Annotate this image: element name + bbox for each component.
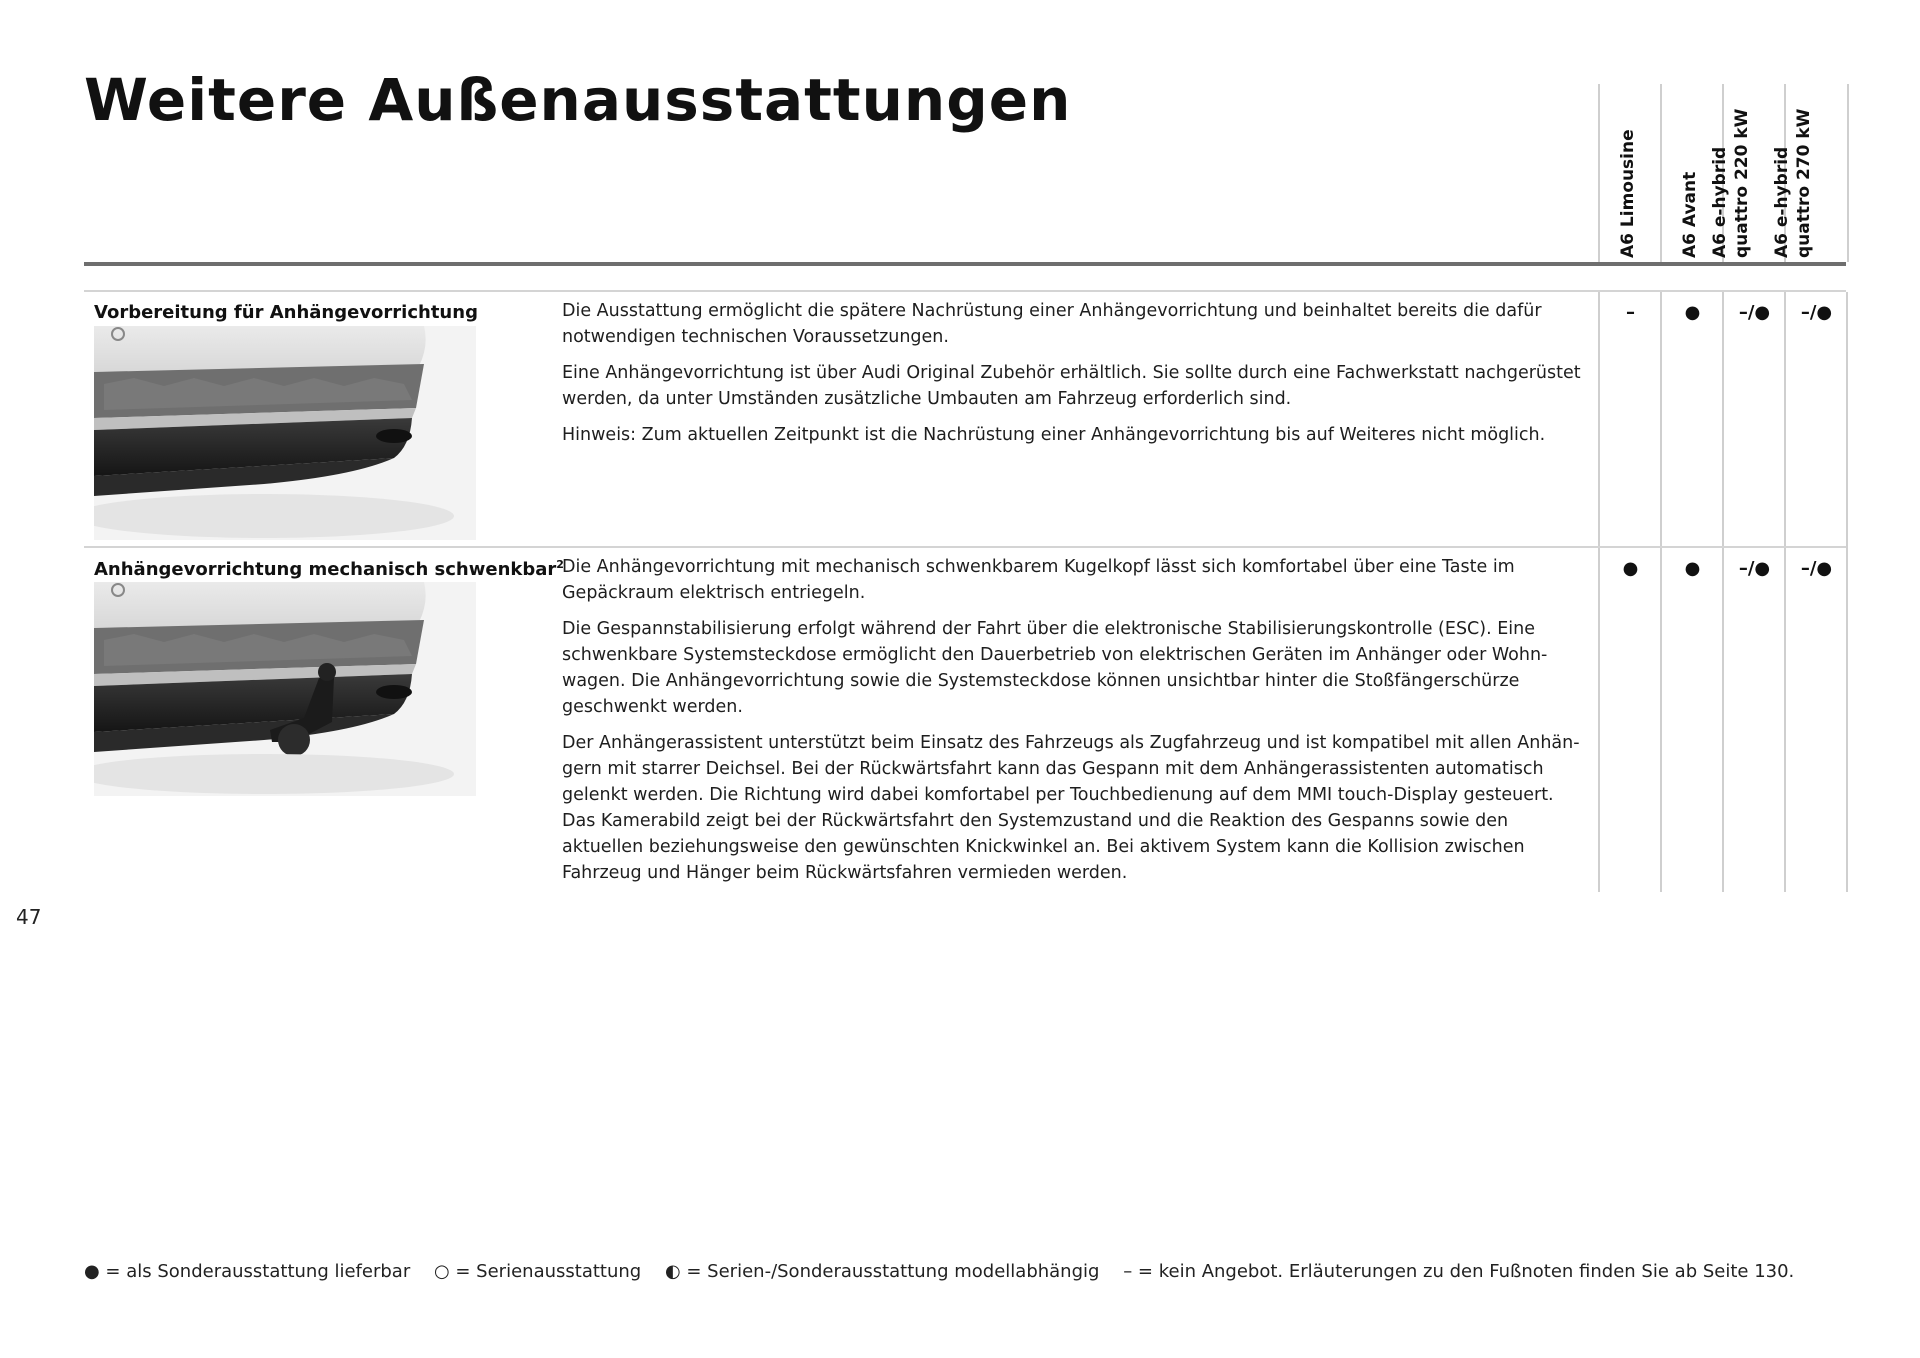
description-paragraph: Die Anhängevorrichtung mit mechanisch schwenkbarem Kugelkopf lässt sich komfortabel über eine Taste im Gepäckraum elektrisch entriegeln. [562, 557, 1515, 603]
availability-mark: –/● [1738, 302, 1771, 323]
description-paragraph: Der Anhängerassistent unterstützt beim Einsatz des Fahrzeugs als Zugfahrzeug und ist kompatibel mit allen Anhängern mit starrer Deichsel. Bei der Rückwärtsfahrt kann das Gespann mit dem Anhängerassistenten automatisch gelenkt werden. Die Richtung wird dabei komfortabel per Touchbedienung auf dem MMI touch-Display gesteuert. Das Kamerabild zeigt bei der Rückwärtsfahrt den Systemzustand und die Reaktion des Gespanns sowie den aktuellen beziehungsweise den gewünschten Knickwinkel an. Bei aktivem System kann die Kollision zwischen Fahrzeug und Hänger beim Rückwärtsfahren vermieden werden. [562, 733, 1580, 883]
description-paragraph: Eine Anhängevorrichtung ist über Audi Original Zubehör erhältlich. Sie sollte durch eine Fachwerkstatt nachgerüstet werden, da unter Umständen zusätzliche Umbauten am Fahrzeug erforderlich sind. [562, 363, 1581, 409]
page-title: Weitere Außenausstattungen [84, 66, 1072, 134]
table-row [84, 546, 1846, 892]
row-description [562, 554, 1592, 896]
legend-standard: ○ = Serienausstattung [433, 1261, 642, 1282]
description-paragraph: Die Gespannstabilisierung erfolgt während der Fahrt über die elektronische Stabilisierungskontrolle (ESC). Eine schwenkbare Systemsteckdose ermöglicht den Dauerbetrieb von elektrischen Geräten im Anhänger oder Wohnwagen. Die Anhängevorrichtung sowie die Systemsteckdose können unsichtbar hinter die Stoßfängerschürze geschwenkt werden. [562, 619, 1548, 717]
cell-a6-avant [1660, 292, 1723, 548]
column-header-label: A6 Limousine [1617, 129, 1638, 258]
availability-mark: – [1626, 302, 1635, 323]
column-header-sublabel: quattro 220 kW [1731, 108, 1752, 258]
availability-mark: –/● [1800, 558, 1833, 579]
column-header-label: A6 e-hybrid [1709, 146, 1730, 258]
footnote-marker: 2 [556, 558, 564, 571]
legend-optional: ● = als Sonderausstattung lieferbar [84, 1261, 411, 1282]
table-right-border [1846, 292, 1848, 548]
availability-mark: ● [1684, 558, 1701, 579]
description-paragraph: Die Ausstattung ermöglicht die spätere Nachrüstung einer Anhängevorrichtung und beinhaltet bereits die dafür notwendigen technischen Voraussetzungen. [562, 301, 1542, 347]
row-title: Anhängevorrichtung mechanisch schwenkbar$^2$ [94, 558, 564, 580]
column-header-sublabel: quattro 270 kW [1793, 108, 1814, 258]
tow-hitch-image [94, 582, 476, 796]
cell-a6-ehybrid-270 [1784, 292, 1847, 548]
header-divider [84, 262, 1846, 266]
cell-a6-limousine [1598, 292, 1661, 548]
column-header-label: A6 Avant [1679, 171, 1700, 258]
availability-mark: ● [1684, 302, 1701, 323]
cell-a6-ehybrid-220 [1722, 548, 1785, 892]
page-number: 47 [16, 905, 42, 929]
legend [84, 1261, 1812, 1282]
availability-mark: –/● [1738, 558, 1771, 579]
legend-model-dependent: ◐ = Serien-/Sonderausstattung modellabhängig [664, 1261, 1100, 1282]
description-paragraph: Hinweis: Zum aktuellen Zeitpunkt ist die Nachrüstung einer Anhängevorrichtung bis auf Weiteres nicht möglich. [562, 425, 1546, 445]
column-header-label: A6 e-hybrid [1771, 146, 1792, 258]
cell-a6-avant [1660, 548, 1723, 892]
cell-a6-ehybrid-270 [1784, 548, 1847, 892]
cell-a6-ehybrid-220 [1722, 292, 1785, 548]
legend-none: – = kein Angebot. Erläuterungen zu den Fußnoten finden Sie ab Seite 130. [1123, 1261, 1795, 1282]
table-row [84, 290, 1846, 548]
row-description [562, 298, 1592, 458]
tow-prep-image [94, 326, 476, 540]
cell-a6-limousine [1598, 548, 1661, 892]
row-title: Vorbereitung für Anhängevorrichtung [94, 302, 478, 323]
availability-mark: ● [1622, 558, 1639, 579]
column-header-a6-limousine [1598, 84, 1661, 262]
table-right-border [1846, 548, 1848, 892]
column-header-a6-ehybrid-270 [1771, 84, 1849, 262]
availability-mark: –/● [1800, 302, 1833, 323]
